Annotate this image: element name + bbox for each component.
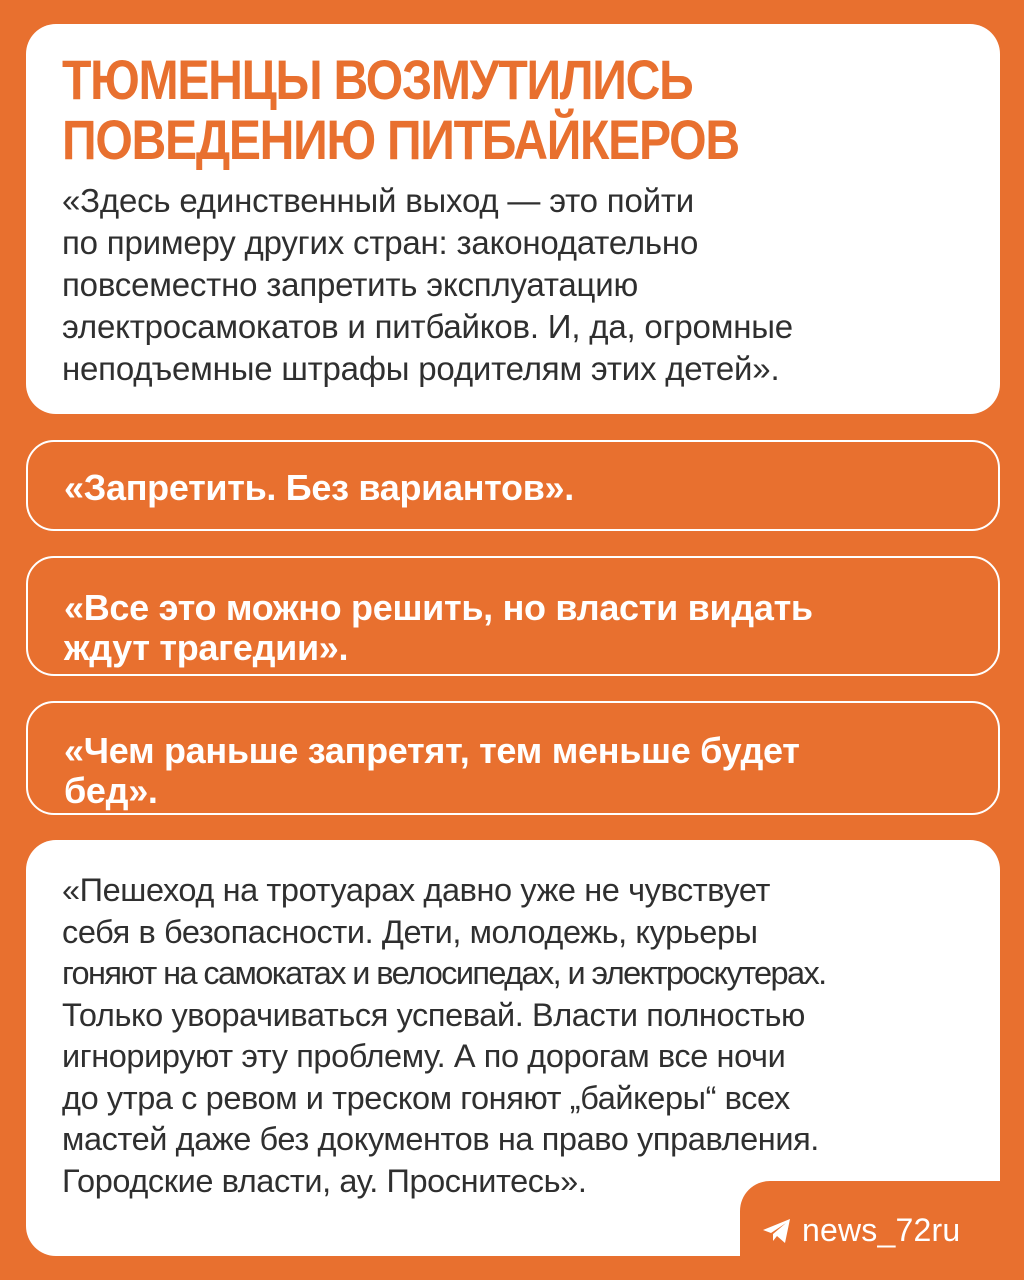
quote-line: игнорируют эту проблему. А по дорогам все ночи [62, 1038, 786, 1074]
quote-bubble-3 [26, 701, 1000, 815]
quote-line: «Чем раньше запретят, тем меньше будет [64, 730, 800, 771]
quote-first [62, 180, 964, 390]
quote-short-3 [64, 731, 962, 811]
quote-line: «Запретить. Без вариантов». [64, 467, 574, 508]
quote-bubble-2 [26, 556, 1000, 676]
quote-line: «Все это можно решить, но власти видать [64, 587, 813, 628]
quote-line: «Пешеход на тротуарах давно уже не чувствует [62, 872, 771, 908]
quote-line: бед». [64, 770, 158, 811]
quote-line: «Здесь единственный выход — это пойти [62, 182, 694, 219]
headline [62, 50, 838, 170]
source-tag[interactable] [740, 1181, 1024, 1280]
quote-line: электросамокатов и питбайков. И, да, огромные [62, 308, 793, 345]
headline-line-2: ПОВЕДЕНИЮ ПИТБАЙКЕРОВ [62, 108, 739, 171]
quote-line: мастей даже без документов на право управления. [62, 1121, 819, 1157]
quote-line: Только уворачиваться успевай. Власти полностью [62, 996, 805, 1033]
quote-line: Городские власти, ау. Проснитесь». [62, 1162, 587, 1199]
headline-line-1: ТЮМЕНЦЫ ВОЗМУТИЛИСЬ [62, 48, 693, 111]
quote-line: себя в безопасности. Дети, молодежь, курьеры [62, 913, 758, 950]
quote-last [62, 870, 964, 1202]
quote-line: повсеместно запретить эксплуатацию [62, 266, 639, 303]
quote-line: до утра с ревом и треском гоняют „байкеры“ всех [62, 1079, 790, 1116]
quote-line: ждут трагедии». [64, 627, 349, 668]
quote-bubble-1 [26, 440, 1000, 531]
quote-short-2 [64, 588, 962, 668]
quote-line: гоняют на самокатах и велосипедах, и электроскутерах. [62, 955, 826, 991]
quote-short-1 [64, 468, 962, 508]
headline-card [26, 24, 1000, 414]
quote-line: неподъемные штрафы родителям этих детей». [62, 350, 780, 387]
telegram-icon [762, 1218, 792, 1244]
channel-handle[interactable]: news_72ru [802, 1212, 961, 1248]
quote-line: по примеру других стран: законодательно [62, 224, 699, 261]
